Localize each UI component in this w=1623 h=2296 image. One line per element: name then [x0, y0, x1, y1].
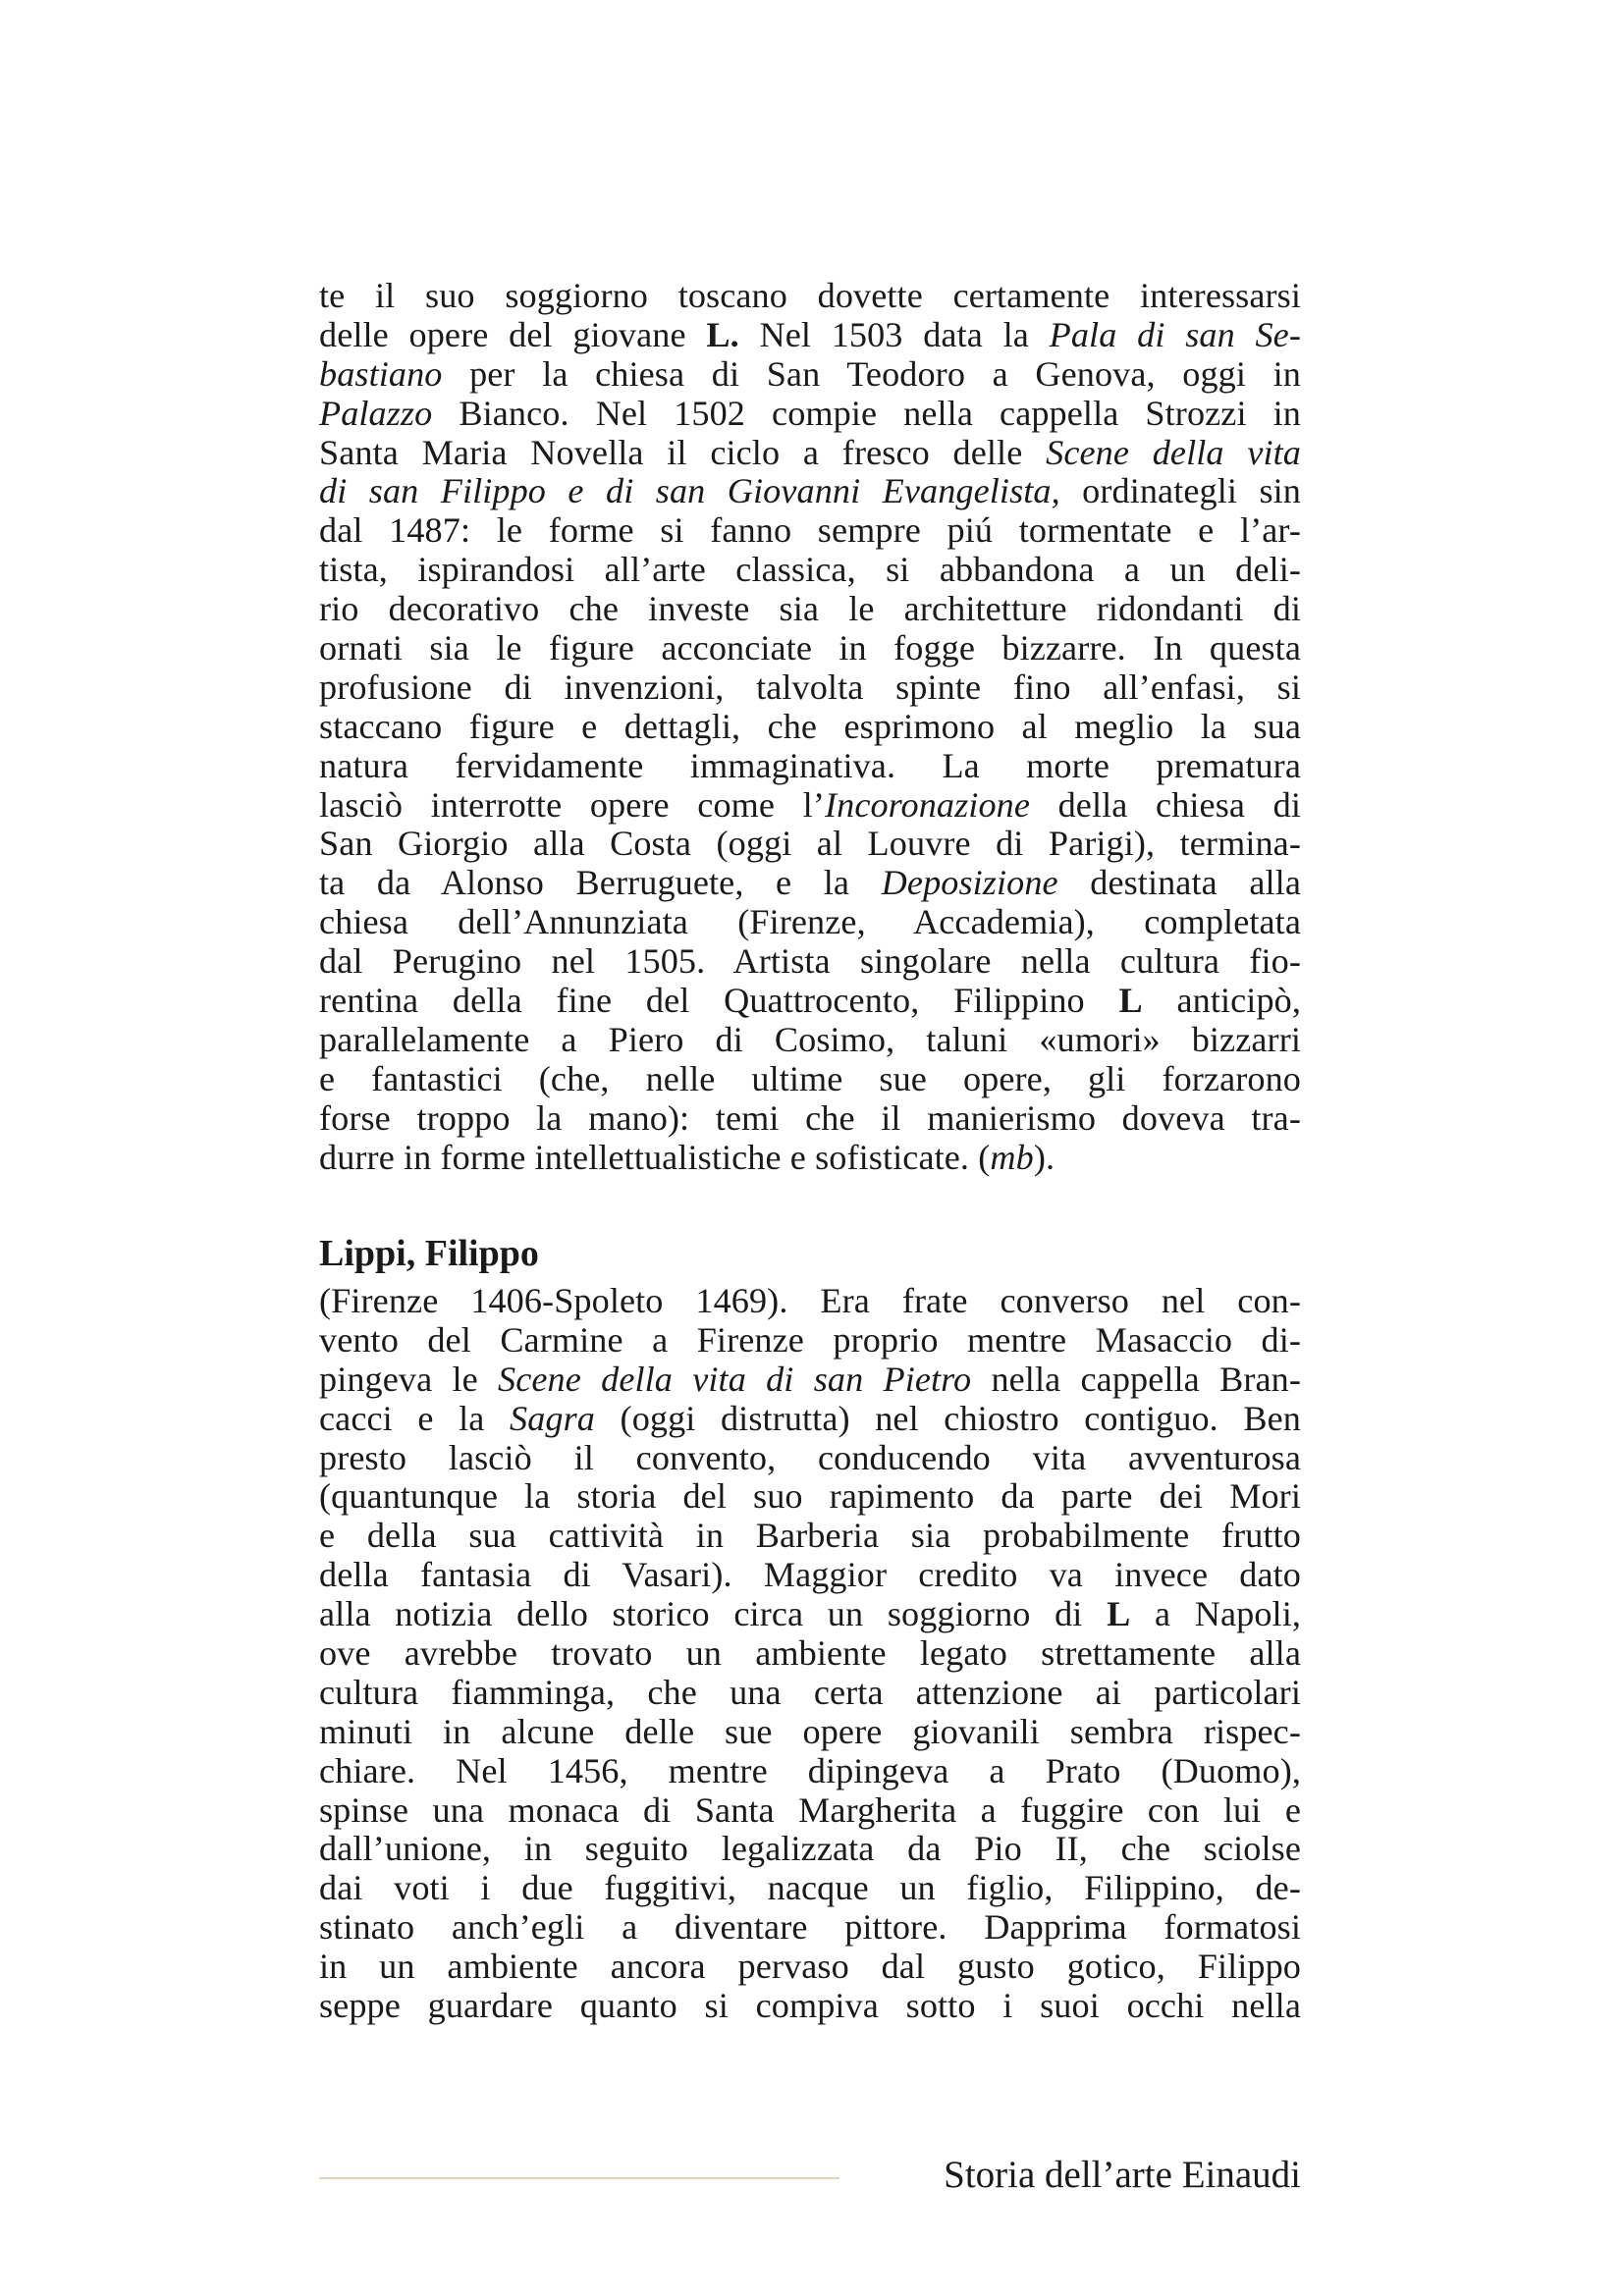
entry-line: [319, 1517, 1301, 1556]
entry-line: [319, 1674, 1301, 1713]
text-run: delle opere del giovane: [319, 314, 707, 354]
continuation-line: [319, 668, 1301, 708]
text-run: destinata alla: [1057, 863, 1301, 903]
text-run: stinato anch’egli a diventare pittore. Dapprima formatosi: [319, 1907, 1301, 1948]
text-run: alla notizia dello storico circa un soggiorno di: [319, 1594, 1108, 1634]
text-run: Santa Maria Novella il ciclo a fresco delle: [319, 432, 1047, 472]
entry-line: [319, 1439, 1301, 1478]
continuation-line: [319, 1139, 1301, 1178]
text-run: dal 1487: le forme si fanno sempre piú tormentate e l’ar-: [319, 510, 1301, 551]
text-run: della chiesa di: [1030, 784, 1301, 825]
footer-label: Storia dell’arte Einaudi: [944, 2154, 1301, 2196]
text-run: te il suo soggiorno toscano dovette certamente interessarsi: [319, 276, 1301, 315]
entry-line: [319, 1361, 1301, 1400]
italic-text: Sagra: [510, 1398, 595, 1438]
continuation-line: [319, 511, 1301, 551]
italic-text: Deposizione: [881, 863, 1058, 903]
continuation-line: [319, 786, 1301, 826]
text-run: ta da Alonso Berruguete, e la: [319, 863, 882, 903]
text-run: durre in forme intellettualistiche e sofisticate. (: [319, 1137, 991, 1177]
text-run: nella cappella Bran-: [971, 1359, 1301, 1399]
text-run: Bianco. Nel 1502 compie nella cappella Strozzi in: [432, 393, 1301, 433]
continuation-line: [319, 825, 1301, 864]
text-run: e fantastici (che, nelle ultime sue opere, gli forzarono: [319, 1058, 1301, 1098]
text-run: pingeva le: [319, 1359, 499, 1399]
text-run: Nel 1503 data la: [738, 314, 1050, 354]
continuation-line: [319, 629, 1301, 668]
text-run: staccano figure e dettagli, che esprimono al meglio la sua: [319, 706, 1301, 746]
continuation-line: [319, 395, 1301, 434]
entry-line: [319, 1634, 1301, 1674]
entry-line: [319, 1791, 1301, 1831]
entry-line: [319, 1713, 1301, 1752]
entry-line: [319, 1987, 1301, 2026]
continuation-paragraph: [319, 277, 1301, 1177]
italic-text: Incoronazione: [824, 784, 1030, 825]
text-run: ove avrebbe trovato un ambiente legato strettamente alla: [319, 1633, 1301, 1674]
continuation-line: [319, 942, 1301, 982]
italic-text: Scene della vita: [1046, 432, 1302, 472]
italic-text: bastiano: [319, 353, 443, 394]
continuation-line: [319, 277, 1301, 316]
entry-line: [319, 1282, 1301, 1321]
entry-line: [319, 1869, 1301, 1908]
text-run: (quantunque la storia del suo rapimento da parte dei Mori: [319, 1476, 1301, 1517]
text-run: tista, ispirandosi all’arte classica, si abbandona a un deli-: [319, 550, 1301, 590]
continuation-line: [319, 864, 1301, 903]
text-run: anticipò,: [1142, 981, 1301, 1021]
bold-text: L: [1107, 1594, 1131, 1634]
text-run: San Giorgio alla Costa (oggi al Louvre di Parigi), termina-: [319, 824, 1301, 864]
continuation-line: [319, 472, 1301, 511]
text-run: e della sua cattività in Barberia sia probabilmente frutto: [319, 1516, 1301, 1556]
italic-text: Scene della vita di san Pietro: [498, 1359, 972, 1399]
continuation-line: [319, 355, 1301, 395]
continuation-line: [319, 1099, 1301, 1139]
continuation-line: [319, 434, 1301, 473]
text-run: (oggi distrutta) nel chiostro contiguo. Ben: [594, 1398, 1301, 1438]
continuation-line: [319, 747, 1301, 786]
text-run: natura fervidamente immaginativa. La morte prematura: [319, 745, 1301, 785]
text-run: a Napoli,: [1130, 1594, 1301, 1634]
bold-text: L.: [706, 314, 739, 354]
text-run: lasciò interrotte opere come l’: [319, 784, 825, 825]
text-run: spinse una monaca di Santa Margherita a fuggire con lui e: [319, 1789, 1301, 1830]
text-run: dai voti i due fuggitivi, nacque un figlio, Filippino, de-: [319, 1868, 1301, 1908]
text-run: per la chiesa di San Teodoro a Genova, oggi in: [442, 353, 1301, 394]
entry-line: [319, 1908, 1301, 1948]
entry-line: [319, 1595, 1301, 1634]
continuation-line: [319, 590, 1301, 629]
entry-line: [319, 1477, 1301, 1517]
text-run: cultura fiamminga, che una certa attenzione ai particolari: [319, 1672, 1301, 1712]
text-run: vento del Carmine a Firenze proprio mentre Masaccio di-: [319, 1319, 1301, 1360]
text-run: ).: [1033, 1137, 1055, 1177]
text-run: rio decorativo che investe sia le architetture ridondanti di: [319, 589, 1301, 629]
text-run: ordinategli sin: [1059, 471, 1301, 511]
entry-line: [319, 1830, 1301, 1869]
text-run: ornati sia le figure acconciate in fogge bizzarre. In questa: [319, 628, 1301, 668]
entry-line: [319, 1752, 1301, 1791]
continuation-line: [319, 982, 1301, 1021]
continuation-line: [319, 1060, 1301, 1099]
text-run: dal Perugino nel 1505. Artista singolare nella cultura fio-: [319, 941, 1301, 982]
entry-paragraph: [319, 1282, 1301, 2026]
italic-text: mb: [990, 1137, 1034, 1177]
text-run: forse troppo la mano): temi che il manierismo doveva tra-: [319, 1097, 1301, 1138]
italic-text: Pala di san Se-: [1049, 314, 1301, 354]
entry-line: [319, 1556, 1301, 1595]
italic-text: Palazzo: [319, 393, 433, 433]
text-run: dall’unione, in seguito legalizzata da Pio II, che sciolse: [319, 1829, 1301, 1869]
entry-line: [319, 1321, 1301, 1361]
text-run: minuti in alcune delle sue opere giovanili sembra rispec-: [319, 1711, 1301, 1751]
continuation-line: [319, 316, 1301, 355]
continuation-line: [319, 903, 1301, 942]
text-run: (Firenze 1406-Spoleto 1469). Era frate converso nel con-: [319, 1281, 1301, 1320]
entry-heading: Lippi, Filippo: [319, 1233, 539, 1274]
text-run: chiesa dell’Annunziata (Firenze, Accademia), completata: [319, 902, 1301, 942]
continuation-line: [319, 1021, 1301, 1060]
text-run: profusione di invenzioni, talvolta spinte fino all’enfasi, si: [319, 667, 1301, 707]
italic-text: di san Filippo e di san Giovanni Evangelista,: [319, 471, 1060, 511]
bold-text: L: [1118, 981, 1143, 1021]
text-run: seppe guardare quanto si compiva sotto i suoi occhi nella: [319, 1986, 1301, 2026]
entry-line: [319, 1948, 1301, 1987]
entry-line: [319, 1400, 1301, 1439]
text-run: in un ambiente ancora pervaso dal gusto gotico, Filippo: [319, 1947, 1301, 1987]
text-run: presto lasciò il convento, conducendo vita avventurosa: [319, 1437, 1301, 1477]
continuation-line: [319, 708, 1301, 747]
text-run: della fantasia di Vasari). Maggior credito va invece dato: [319, 1555, 1301, 1595]
continuation-line: [319, 551, 1301, 590]
text-run: parallelamente a Piero di Cosimo, taluni «umori» bizzarri: [319, 1019, 1301, 1059]
text-run: cacci e la: [319, 1398, 510, 1438]
text-run: chiare. Nel 1456, mentre dipingeva a Prato (Duomo),: [319, 1750, 1301, 1790]
text-run: rentina della fine del Quattrocento, Filippino: [319, 981, 1119, 1021]
footer-rule: [319, 2177, 839, 2179]
